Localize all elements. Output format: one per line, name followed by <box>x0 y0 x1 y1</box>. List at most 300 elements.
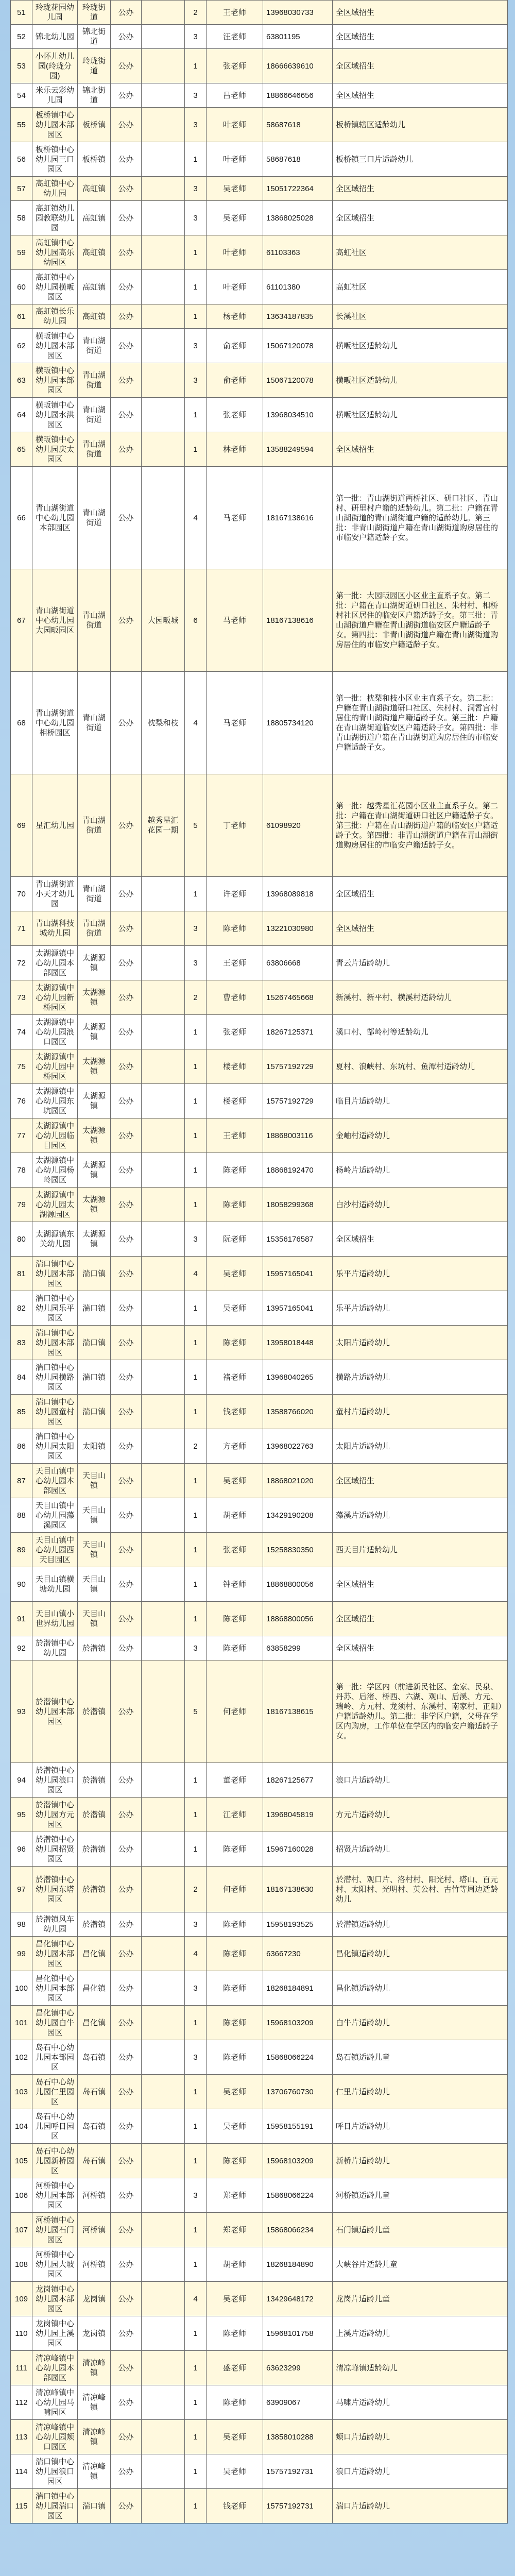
contact-person: 褚老师 <box>207 1360 263 1395</box>
class-count: 3 <box>185 1971 207 2006</box>
kindergarten-name: 岛石中心幼儿园新桥园区 <box>32 2144 78 2178</box>
table-row <box>11 398 508 432</box>
row-number: 80 <box>11 1222 32 1257</box>
class-count: 1 <box>185 2075 207 2109</box>
street-town: 青山湖街道 <box>78 398 111 432</box>
residential-area: 枕梨和枝 <box>142 672 185 774</box>
contact-person: 钱老师 <box>207 1395 263 1429</box>
enrollment-area: 板桥镇辖区适龄幼儿 <box>333 108 508 142</box>
residential-area <box>142 1533 185 1567</box>
table-row <box>11 1291 508 1326</box>
residential-area <box>142 1395 185 1429</box>
row-number: 62 <box>11 329 32 363</box>
kindergarten-name: 青山湖街道中心幼儿园大园畈园区 <box>32 569 78 672</box>
school-type: 公办 <box>111 1498 142 1533</box>
contact-phone: 15757192729 <box>263 1084 333 1118</box>
contact-person: 叶老师 <box>207 142 263 177</box>
class-count: 3 <box>185 201 207 235</box>
residential-area <box>142 1763 185 1798</box>
row-number: 70 <box>11 877 32 911</box>
contact-phone: 15757192731 <box>263 2489 333 2523</box>
contact-person: 王老师 <box>207 946 263 980</box>
street-town: 太阳镇 <box>78 1429 111 1464</box>
class-count: 1 <box>185 2247 207 2282</box>
residential-area <box>142 1 185 25</box>
residential-area <box>142 270 185 304</box>
kindergarten-name: 河桥镇中心幼儿园大坡园区 <box>32 2247 78 2282</box>
row-number: 61 <box>11 304 32 329</box>
enrollment-area: 全区域招生 <box>333 1636 508 1660</box>
admissions-table-page <box>10 0 507 2523</box>
school-type: 公办 <box>111 2282 142 2316</box>
enrollment-area: 第一批：青山湖街道两桥社区、研口社区、青山村、研里村户籍的适龄幼儿。第二批：户籍在青山湖街道的青山湖街道户籍的适龄幼儿。第三批：非青山湖街道户籍在青山湖街道购房居住的市临安户籍适龄子女。 <box>333 467 508 569</box>
contact-phone: 13706760730 <box>263 2075 333 2109</box>
contact-phone: 63858299 <box>263 1636 333 1660</box>
school-type: 公办 <box>111 1360 142 1395</box>
class-count: 5 <box>185 774 207 877</box>
contact-phone: 18167138630 <box>263 1867 333 1912</box>
residential-area <box>142 2316 185 2351</box>
table-row <box>11 177 508 201</box>
kindergarten-name: 昌化镇中心幼儿园白牛园区 <box>32 2006 78 2040</box>
kindergarten-name: 太湖源镇中心幼儿园太湖源园区 <box>32 1188 78 1222</box>
residential-area <box>142 1222 185 1257</box>
table-row <box>11 2075 508 2109</box>
contact-phone: 13968040265 <box>263 1360 333 1395</box>
residential-area <box>142 1049 185 1084</box>
street-town: 板桥镇 <box>78 108 111 142</box>
contact-phone: 15051722364 <box>263 177 333 201</box>
contact-person: 林老师 <box>207 432 263 467</box>
street-town: 湍口镇 <box>78 1257 111 1291</box>
school-type: 公办 <box>111 672 142 774</box>
kindergarten-name: 於潜镇中心幼儿园浪口园区 <box>32 1763 78 1798</box>
class-count: 1 <box>185 1763 207 1798</box>
enrollment-area: 溪口村、郜岭村等适龄幼儿 <box>333 1015 508 1049</box>
residential-area <box>142 432 185 467</box>
enrollment-area: 第一批：越秀星汇花园小区业主直系子女。第二批：户籍在青山湖街道研口社区户籍适龄子女。第三批：户籍在青山湖街道户籍的临安区户籍适龄子女。第四批：非青山湖街道户籍在青山湖街道购房居住的市临安户籍适龄子女。 <box>333 774 508 877</box>
class-count: 4 <box>185 2282 207 2316</box>
row-number: 107 <box>11 2213 32 2247</box>
contact-person: 方老师 <box>207 1429 263 1464</box>
row-number: 87 <box>11 1464 32 1498</box>
row-number: 65 <box>11 432 32 467</box>
kindergarten-name: 於潜镇中心幼儿园 <box>32 1636 78 1660</box>
contact-phone: 15868066224 <box>263 2040 333 2075</box>
kindergarten-name: 太湖源镇中心幼儿园新桥园区 <box>32 980 78 1015</box>
table-row <box>11 2351 508 2385</box>
school-type: 公办 <box>111 1660 142 1763</box>
kindergarten-name: 昌化镇中心幼儿园本部园区 <box>32 1937 78 1971</box>
school-type: 公办 <box>111 432 142 467</box>
kindergarten-name: 湍口镇中心幼儿园本部园区 <box>32 1257 78 1291</box>
kindergarten-name: 横畈镇中心幼儿园本部园区 <box>32 363 78 398</box>
kindergarten-name: 天目山镇小世界幼儿园 <box>32 1602 78 1636</box>
street-town: 於潜镇 <box>78 1763 111 1798</box>
kindergarten-name: 湍口镇中心幼儿园横路园区 <box>32 1360 78 1395</box>
contact-phone: 18868192470 <box>263 1153 333 1188</box>
school-type: 公办 <box>111 2247 142 2282</box>
school-type: 公办 <box>111 1153 142 1188</box>
contact-phone: 13588249594 <box>263 432 333 467</box>
enrollment-area: 全区域招生 <box>333 83 508 108</box>
school-type: 公办 <box>111 1257 142 1291</box>
row-number: 94 <box>11 1763 32 1798</box>
table-row <box>11 201 508 235</box>
street-town: 锦北街道 <box>78 83 111 108</box>
contact-person: 胡老师 <box>207 1498 263 1533</box>
contact-phone: 18268184890 <box>263 2247 333 2282</box>
row-number: 109 <box>11 2282 32 2316</box>
kindergarten-name: 於潜镇风车幼儿园 <box>32 1912 78 1937</box>
row-number: 101 <box>11 2006 32 2040</box>
table-row <box>11 1015 508 1049</box>
contact-person: 马老师 <box>207 672 263 774</box>
enrollment-area: 全区域招生 <box>333 432 508 467</box>
school-type: 公办 <box>111 177 142 201</box>
kindergarten-name: 板桥镇中心幼儿园三口园区 <box>32 142 78 177</box>
school-type: 公办 <box>111 108 142 142</box>
residential-area <box>142 980 185 1015</box>
residential-area <box>142 1971 185 2006</box>
school-type: 公办 <box>111 1832 142 1867</box>
kindergarten-name: 天目山镇中心幼儿园本部园区 <box>32 1464 78 1498</box>
street-town: 天目山镇 <box>78 1464 111 1498</box>
school-type: 公办 <box>111 1867 142 1912</box>
row-number: 52 <box>11 25 32 49</box>
kindergarten-name: 太湖源镇中心幼儿园中桥园区 <box>32 1049 78 1084</box>
table-body <box>11 1 508 2523</box>
street-town: 高虹镇 <box>78 235 111 270</box>
class-count: 1 <box>185 1832 207 1867</box>
table-row <box>11 2144 508 2178</box>
contact-phone: 63801195 <box>263 25 333 49</box>
enrollment-area: 临目片适龄幼儿 <box>333 1084 508 1118</box>
residential-area <box>142 363 185 398</box>
enrollment-area: 藻溪片适龄幼儿 <box>333 1498 508 1533</box>
street-town: 板桥镇 <box>78 142 111 177</box>
row-number: 104 <box>11 2109 32 2144</box>
contact-person: 钱老师 <box>207 2489 263 2523</box>
school-type: 公办 <box>111 1763 142 1798</box>
contact-phone: 13968045819 <box>263 1798 333 1832</box>
residential-area <box>142 108 185 142</box>
row-number: 66 <box>11 467 32 569</box>
contact-person: 郑老师 <box>207 2213 263 2247</box>
contact-phone: 15957165041 <box>263 1257 333 1291</box>
kindergarten-name: 星汇幼儿园 <box>32 774 78 877</box>
row-number: 111 <box>11 2351 32 2385</box>
street-town: 天目山镇 <box>78 1602 111 1636</box>
row-number: 96 <box>11 1832 32 1867</box>
street-town: 於潜镇 <box>78 1636 111 1660</box>
residential-area <box>142 1567 185 1602</box>
school-type: 公办 <box>111 2178 142 2213</box>
residential-area <box>142 2040 185 2075</box>
contact-phone: 18868003116 <box>263 1118 333 1153</box>
residential-area <box>142 1360 185 1395</box>
contact-person: 张老师 <box>207 1015 263 1049</box>
street-town: 昌化镇 <box>78 1971 111 2006</box>
enrollment-area: 全区域招生 <box>333 25 508 49</box>
school-type: 公办 <box>111 49 142 83</box>
school-type: 公办 <box>111 363 142 398</box>
contact-phone: 18167138616 <box>263 569 333 672</box>
street-town: 青山湖街道 <box>78 569 111 672</box>
residential-area <box>142 2075 185 2109</box>
school-type: 公办 <box>111 569 142 672</box>
kindergarten-name: 河桥镇中心幼儿园石门园区 <box>32 2213 78 2247</box>
table-row <box>11 2454 508 2489</box>
row-number: 68 <box>11 672 32 774</box>
kindergarten-name: 清凉峰镇中心幼儿园本部园区 <box>32 2351 78 2385</box>
enrollment-area: 板桥镇三口片适龄幼儿 <box>333 142 508 177</box>
kindergarten-name: 小怀儿幼儿园(玲珑分园) <box>32 49 78 83</box>
class-count: 3 <box>185 2178 207 2213</box>
contact-phone: 18268184891 <box>263 1971 333 2006</box>
table-row <box>11 2489 508 2523</box>
enrollment-area: 白牛片适龄幼儿 <box>333 2006 508 2040</box>
row-number: 103 <box>11 2075 32 2109</box>
table-row <box>11 1971 508 2006</box>
street-town: 青山湖街道 <box>78 877 111 911</box>
residential-area <box>142 398 185 432</box>
contact-phone: 18666639610 <box>263 49 333 83</box>
enrollment-area: 青云片适龄幼儿 <box>333 946 508 980</box>
contact-person: 吴老师 <box>207 201 263 235</box>
class-count: 3 <box>185 1636 207 1660</box>
enrollment-area: 新溪村、新平村、横溪村适龄幼儿 <box>333 980 508 1015</box>
street-town: 於潜镇 <box>78 1912 111 1937</box>
enrollment-area: 全区域招生 <box>333 877 508 911</box>
table-row <box>11 1763 508 1798</box>
table-row <box>11 877 508 911</box>
row-number: 108 <box>11 2247 32 2282</box>
street-town: 湍口镇 <box>78 1326 111 1360</box>
street-town: 昌化镇 <box>78 2006 111 2040</box>
kindergarten-name: 太湖源镇中心幼儿园东坑园区 <box>32 1084 78 1118</box>
kindergarten-name: 龙岗镇中心幼儿园本部园区 <box>32 2282 78 2316</box>
school-type: 公办 <box>111 201 142 235</box>
street-town: 清凉峰镇 <box>78 2454 111 2489</box>
class-count: 1 <box>185 1326 207 1360</box>
table-row <box>11 1429 508 1464</box>
table-row <box>11 1464 508 1498</box>
street-town: 太湖源镇 <box>78 980 111 1015</box>
contact-person: 盛老师 <box>207 2351 263 2385</box>
enrollment-area: 杨岭片适龄幼儿 <box>333 1153 508 1188</box>
table-row <box>11 672 508 774</box>
school-type: 公办 <box>111 1084 142 1118</box>
school-type: 公办 <box>111 329 142 363</box>
street-town: 高虹镇 <box>78 270 111 304</box>
kindergarten-name: 昌化镇中心幼儿园本部园区 <box>32 1971 78 2006</box>
residential-area <box>142 1429 185 1464</box>
enrollment-area: 全区域招生 <box>333 1567 508 1602</box>
street-town: 太湖源镇 <box>78 1222 111 1257</box>
residential-area <box>142 2178 185 2213</box>
row-number: 73 <box>11 980 32 1015</box>
school-type: 公办 <box>111 2420 142 2454</box>
school-type: 公办 <box>111 1291 142 1326</box>
enrollment-area: 於潜村、观口片、洛村村、阳光村、塔山、百元村、太阳村、光明村、英公村、古竹等周边适龄幼儿 <box>333 1867 508 1912</box>
contact-phone: 63806668 <box>263 946 333 980</box>
contact-phone: 15967160028 <box>263 1832 333 1867</box>
school-type: 公办 <box>111 1912 142 1937</box>
contact-person: 叶老师 <box>207 108 263 142</box>
table-row <box>11 1798 508 1832</box>
contact-person: 陈老师 <box>207 2385 263 2420</box>
class-count: 4 <box>185 1937 207 1971</box>
street-town: 青山湖街道 <box>78 432 111 467</box>
contact-person: 陈老师 <box>207 1971 263 2006</box>
class-count: 1 <box>185 432 207 467</box>
contact-person: 吴老师 <box>207 2282 263 2316</box>
class-count: 1 <box>185 1291 207 1326</box>
kindergarten-name: 於潜镇中心幼儿园方元园区 <box>32 1798 78 1832</box>
contact-phone: 13957165041 <box>263 1291 333 1326</box>
class-count: 1 <box>185 1395 207 1429</box>
contact-person: 陈老师 <box>207 1153 263 1188</box>
class-count: 3 <box>185 911 207 946</box>
street-town: 湍口镇 <box>78 1395 111 1429</box>
residential-area: 大园畈城 <box>142 569 185 672</box>
enrollment-area: 金岫村适龄幼儿 <box>333 1118 508 1153</box>
kindergarten-name: 岛石中心幼儿园仁里园区 <box>32 2075 78 2109</box>
class-count: 1 <box>185 877 207 911</box>
contact-person: 陈老师 <box>207 1912 263 1937</box>
school-type: 公办 <box>111 83 142 108</box>
contact-phone: 13858010288 <box>263 2420 333 2454</box>
table-row <box>11 108 508 142</box>
contact-phone: 63667230 <box>263 1937 333 1971</box>
contact-person: 丁老师 <box>207 774 263 877</box>
contact-person: 楼老师 <box>207 1049 263 1084</box>
enrollment-area: 全区域招生 <box>333 201 508 235</box>
school-type: 公办 <box>111 1188 142 1222</box>
street-town: 河桥镇 <box>78 2247 111 2282</box>
kindergarten-name: 於潜镇中心幼儿园东塔园区 <box>32 1867 78 1912</box>
table-row <box>11 270 508 304</box>
residential-area <box>142 2385 185 2420</box>
table-row <box>11 774 508 877</box>
kindergarten-name: 天目山镇中心幼儿园西天目园区 <box>32 1533 78 1567</box>
enrollment-area: 白沙村适龄幼儿 <box>333 1188 508 1222</box>
residential-area <box>142 1832 185 1867</box>
residential-area <box>142 1912 185 1937</box>
residential-area <box>142 2351 185 2385</box>
row-number: 90 <box>11 1567 32 1602</box>
contact-phone: 15067120078 <box>263 329 333 363</box>
contact-person: 钟老师 <box>207 1567 263 1602</box>
contact-person: 陈老师 <box>207 2144 263 2178</box>
contact-phone: 63623299 <box>263 2351 333 2385</box>
residential-area <box>142 1188 185 1222</box>
contact-person: 陈老师 <box>207 2006 263 2040</box>
kindergarten-name: 横畈镇中心幼儿园水洪园区 <box>32 398 78 432</box>
row-number: 100 <box>11 1971 32 2006</box>
school-type: 公办 <box>111 1429 142 1464</box>
enrollment-area: 全区域招生 <box>333 911 508 946</box>
contact-person: 叶老师 <box>207 235 263 270</box>
table-row <box>11 1660 508 1763</box>
enrollment-area: 河桥镇适龄儿童 <box>333 2178 508 2213</box>
contact-person: 江老师 <box>207 1798 263 1832</box>
row-number: 58 <box>11 201 32 235</box>
row-number: 83 <box>11 1326 32 1360</box>
enrollment-area: 岛石镇适龄儿童 <box>333 2040 508 2075</box>
school-type: 公办 <box>111 1636 142 1660</box>
residential-area <box>142 467 185 569</box>
school-type: 公办 <box>111 946 142 980</box>
kindergarten-name: 玲珑花园幼儿园 <box>32 1 78 25</box>
kindergarten-name: 太湖源镇中心幼儿园杨岭园区 <box>32 1153 78 1188</box>
row-number: 56 <box>11 142 32 177</box>
contact-phone: 13968022763 <box>263 1429 333 1464</box>
street-town: 青山湖街道 <box>78 329 111 363</box>
row-number: 93 <box>11 1660 32 1763</box>
enrollment-area: 高虹社区 <box>333 270 508 304</box>
table-row <box>11 49 508 83</box>
contact-phone: 61098920 <box>263 774 333 877</box>
enrollment-area: 全区域招生 <box>333 1602 508 1636</box>
class-count: 1 <box>185 270 207 304</box>
contact-person: 董老师 <box>207 1763 263 1798</box>
kindergarten-name: 锦北幼儿园 <box>32 25 78 49</box>
contact-person: 吕老师 <box>207 83 263 108</box>
class-count: 1 <box>185 1798 207 1832</box>
contact-person: 楼老师 <box>207 1084 263 1118</box>
enrollment-area: 新桥片适龄幼儿 <box>333 2144 508 2178</box>
street-town: 高虹镇 <box>78 304 111 329</box>
kindergarten-name: 高虹镇中心幼儿园 <box>32 177 78 201</box>
class-count: 2 <box>185 1 207 25</box>
table-row <box>11 946 508 980</box>
school-type: 公办 <box>111 2006 142 2040</box>
kindergarten-name: 岛石中心幼儿园呼日园区 <box>32 2109 78 2144</box>
school-type: 公办 <box>111 1049 142 1084</box>
residential-area <box>142 1602 185 1636</box>
school-type: 公办 <box>111 235 142 270</box>
enrollment-area: 龙岗片适龄儿童 <box>333 2282 508 2316</box>
table-row <box>11 1049 508 1084</box>
contact-person: 张老师 <box>207 1533 263 1567</box>
enrollment-area: 第一批：学区内（前进新民社区、金家、民泉、丹苏、后渚、桥西、六湖、观山、后溪、方元、瑞岭、方元村、龙须村、东溪村、南家村、正阳）户籍适龄幼儿。第二批：非学区户籍，父母在学区内购房，工作单位在学区内的临安户籍适龄子女。 <box>333 1660 508 1763</box>
row-number: 77 <box>11 1118 32 1153</box>
contact-phone: 18167138616 <box>263 467 333 569</box>
class-count: 1 <box>185 49 207 83</box>
table-row <box>11 1937 508 1971</box>
enrollment-area: 第一批：大园畈园区小区业主直系子女。第二批：户籍在青山湖街道研口社区、朱村村、相桥村社区居住的临安区户籍适龄子女。第三批：青山湖街道户籍在青山湖街道临安区户籍适龄子女。第四批：非青山湖街道户籍在青山湖街道购房居住的市临安户籍适龄子女。 <box>333 569 508 672</box>
kindergarten-name: 岛石中心幼儿园本部园区 <box>32 2040 78 2075</box>
residential-area <box>142 1257 185 1291</box>
enrollment-area: 颊口片适龄幼儿 <box>333 2420 508 2454</box>
contact-person: 张老师 <box>207 49 263 83</box>
contact-phone: 18267125371 <box>263 1015 333 1049</box>
enrollment-area: 太阳片适龄幼儿 <box>333 1429 508 1464</box>
table-row <box>11 2282 508 2316</box>
class-count: 1 <box>185 2316 207 2351</box>
enrollment-area: 西天目片适龄幼儿 <box>333 1533 508 1567</box>
contact-person: 吴老师 <box>207 1291 263 1326</box>
kindergarten-name: 高虹镇中心幼儿园横畈园区 <box>32 270 78 304</box>
street-town: 太湖源镇 <box>78 946 111 980</box>
table-row <box>11 911 508 946</box>
school-type: 公办 <box>111 1464 142 1498</box>
school-type: 公办 <box>111 911 142 946</box>
school-type: 公办 <box>111 2109 142 2144</box>
kindergarten-table <box>10 0 508 2523</box>
